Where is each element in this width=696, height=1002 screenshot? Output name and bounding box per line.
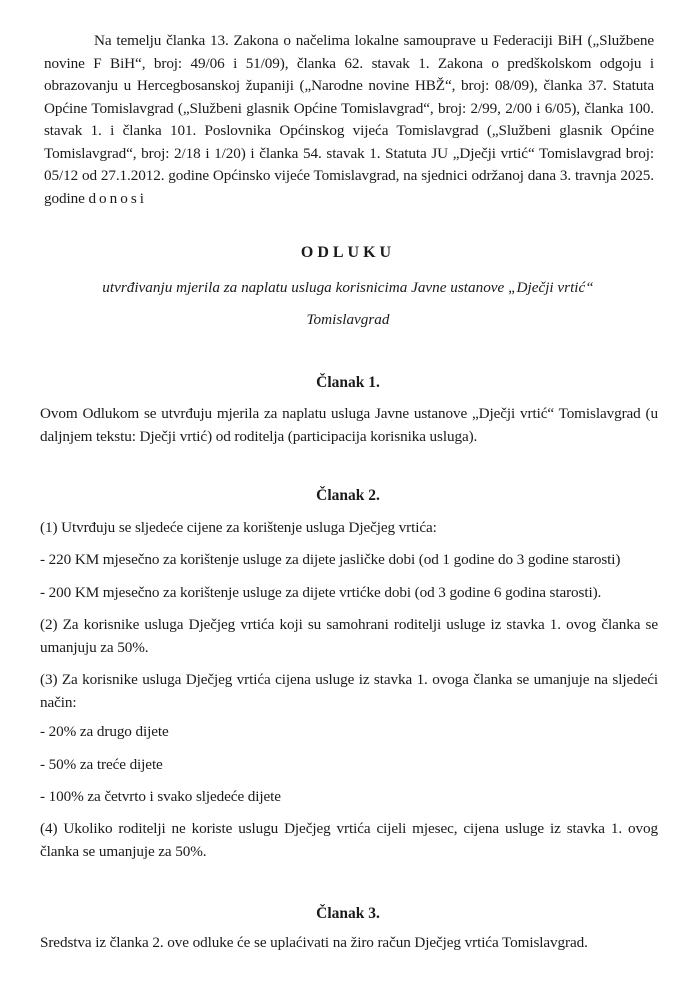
article-2-discount-third-child: - 50% za treće dijete [40, 756, 163, 773]
decision-title: ODLUKU [300, 244, 396, 261]
preamble-text: Na temelju članka 13. Zakona o načelima lokalne samouprave u Federaciji BiH („Službene novine F BiH“, broj: 49/06 i 51/09), članka 62. stavak 1. Zakona o predškolskom odgoju i obrazovanju u Hercegbosanskoj županiji („Narodne novine HBŽ“, broj: 08/09), članka 37. Statuta Općine Tomislavgrad („Službeni glasnik Općine Tomislavgrad“, broj: 2/99, 2/00 i 6/05), članka 100. stavak 1. i članka 101. Poslovnika Općinskog vijeća Tomislavgrad („Službeni glasnik Općine Tomislavgrad“, broj: 2/18 i 1/20) i članka 54. stavak 1. Statuta JU „Dječji vrtić“ Tomislavgrad broj: 05/12 od 27.1.2012. godine Općinsko vijeće Tomislavgrad, na sjednici održanoj dana 3. travnja 2025. godine [44, 32, 654, 207]
preamble-verb: donosi [88, 189, 147, 207]
article-1-text: Ovom Odlukom se utvrđuju mjerila za naplatu usluga Javne ustanove „Dječji vrtić“ Tomislavgrad (u daljnjem tekstu: Dječji vrtić) od roditelja (participacija korisnika usluga). [40, 405, 658, 445]
decision-subtitle: utvrđivanju mjerila za naplatu usluga korisnicima Javne ustanove „Dječji vrtić“ [102, 279, 594, 296]
article-2-price-nursery: - 220 KM mjesečno za korištenje usluge za dijete jasličke dobi (od 1 godine do 3 godine starosti) [40, 551, 621, 568]
article-2-paragraph-1: (1) Utvrđuju se sljedeće cijene za korištenje usluga Dječjeg vrtića: [40, 519, 437, 536]
article-2-discount-fourth-child: - 100% za četvrto i svako sljedeće dijete [40, 788, 281, 805]
article-2-price-kindergarten: - 200 KM mjesečno za korištenje usluge za dijete vrtićke dobi (od 3 godine 6 godina starosti). [40, 584, 602, 601]
article-3-text: Sredstva iz članka 2. ove odluke će se uplaćivati na žiro račun Dječjeg vrtića Tomislavgrad. [40, 934, 588, 951]
article-2-paragraph-3: (3) Za korisnike usluga Dječjeg vrtića cijena usluge iz stavka 1. ovoga članka se umanjuje na sljedeći način: [40, 671, 658, 711]
article-3-heading: Članak 3. [316, 905, 380, 922]
preamble [44, 30, 654, 210]
article-2-discount-second-child: - 20% za drugo dijete [40, 723, 169, 740]
decision-subtitle-place: Tomislavgrad [306, 311, 390, 328]
article-2-heading: Članak 2. [316, 487, 380, 504]
article-2-paragraph-4: (4) Ukoliko roditelji ne koriste uslugu Dječjeg vrtića cijeli mjesec, cijena usluge iz stavka 1. ovog članka se umanjuje za 50%. [40, 820, 658, 860]
article-2-paragraph-2: (2) Za korisnike usluga Dječjeg vrtića koji su samohrani roditelji usluge iz stavka 1. ovog članka se umanjuju za 50%. [40, 616, 658, 656]
article-1-heading: Članak 1. [316, 374, 380, 391]
